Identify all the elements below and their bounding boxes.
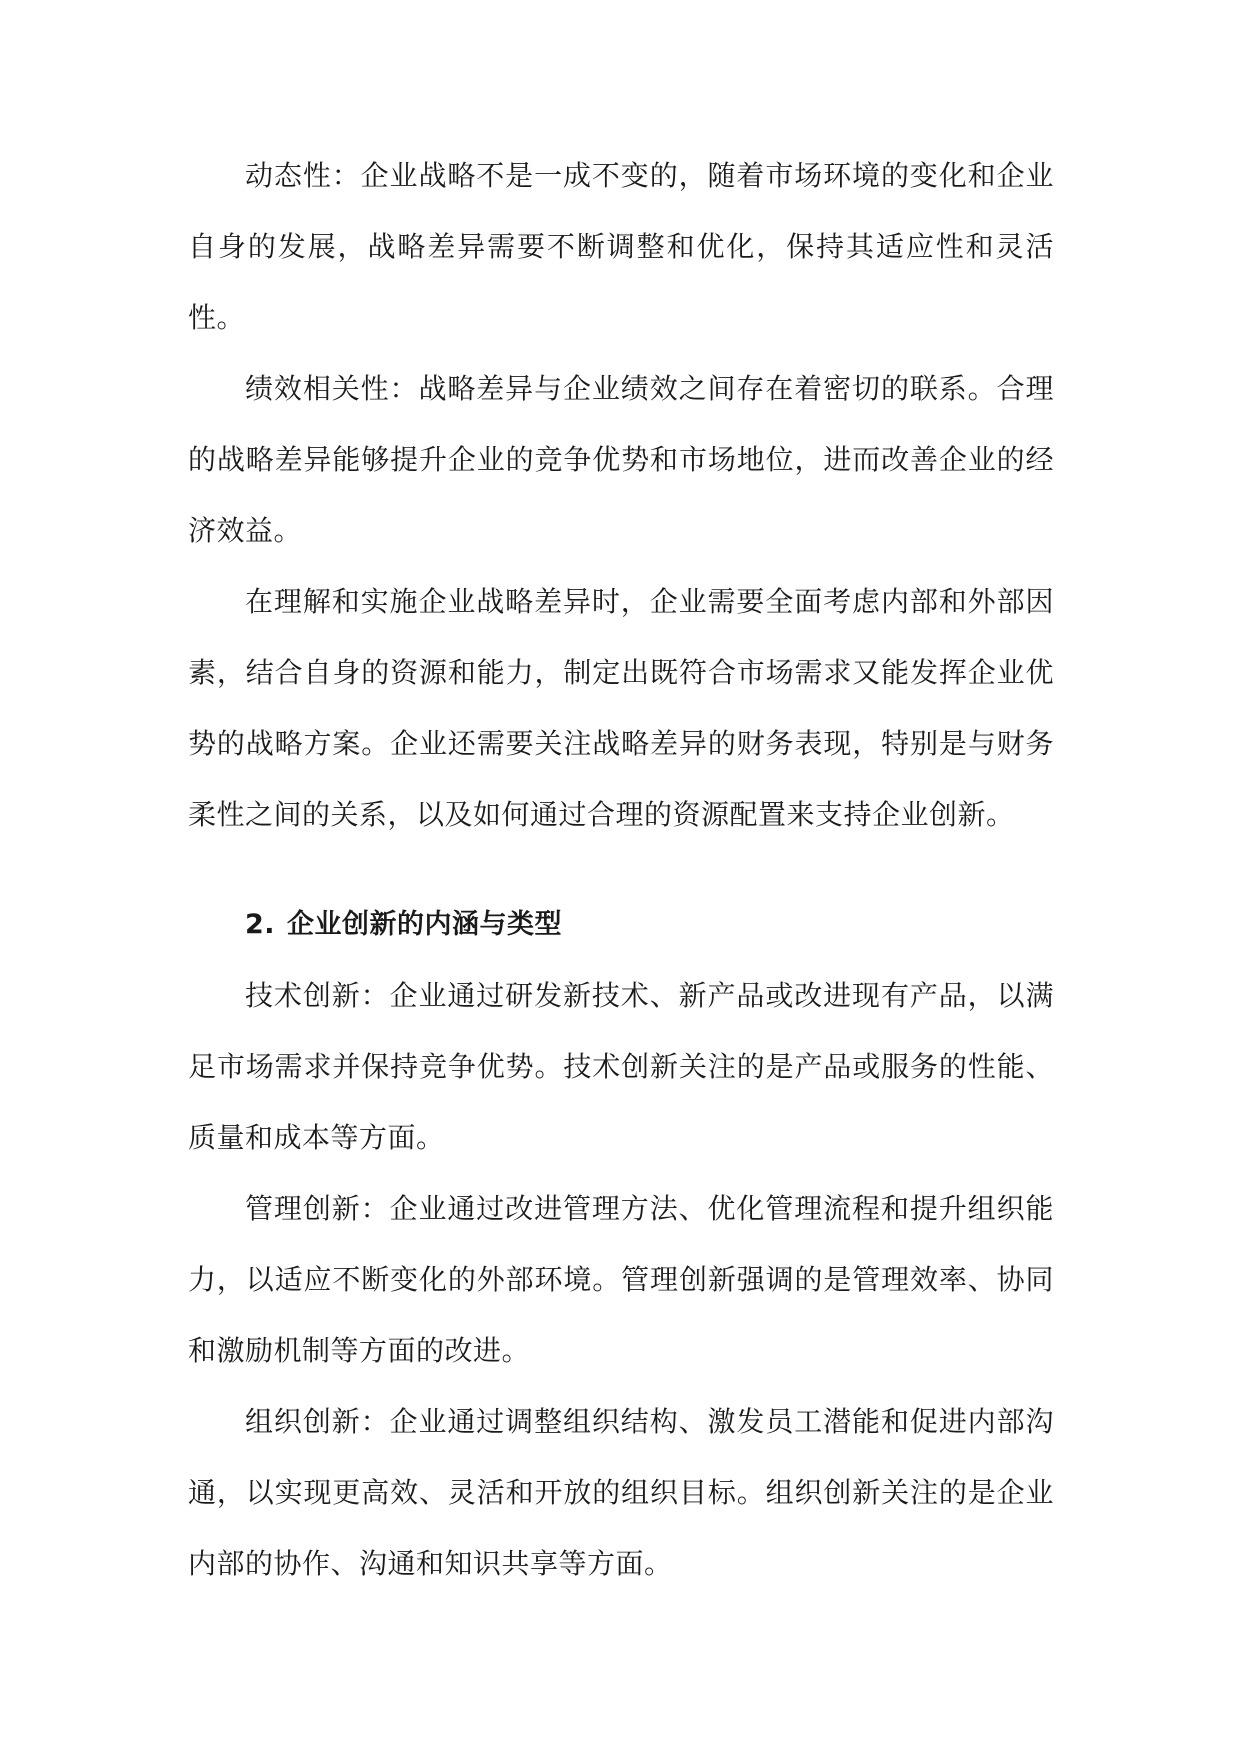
- section-heading: [188, 889, 1054, 960]
- paragraph-tech-innovation: 技术创新：企业通过研发新技术、新产品或改进现有产品，以满足市场需求并保持竞争优势。技术创新关注的是产品或服务的性能、质量和成本等方面。: [188, 979, 1054, 1154]
- section-number: 2.: [245, 909, 276, 940]
- paragraph-performance-relevance: 绩效相关性：战略差异与企业绩效之间存在着密切的联系。合理的战略差异能够提升企业的竞争优势和市场地位，进而改善企业的经济效益。: [188, 372, 1054, 547]
- document-body: [188, 140, 1054, 1599]
- section-title: 企业创新的内涵与类型: [287, 909, 563, 940]
- paragraph-organization-innovation: 组织创新：企业通过调整组织结构、激发员工潜能和促进内部沟通，以实现更高效、灵活和开放的组织目标。组织创新关注的是企业内部的协作、沟通和知识共享等方面。: [188, 1405, 1054, 1580]
- paragraph-implementation: 在理解和实施企业战略差异时，企业需要全面考虑内部和外部因素，结合自身的资源和能力，制定出既符合市场需求又能发挥企业优势的战略方案。企业还需要关注战略差异的财务表现，特别是与财务柔性之间的关系，以及如何通过合理的资源配置来支持企业创新。: [188, 585, 1054, 831]
- paragraph-dynamic: 动态性：企业战略不是一成不变的，随着市场环境的变化和企业自身的发展，战略差异需要不断调整和优化，保持其适应性和灵活性。: [188, 159, 1054, 334]
- paragraph-management-innovation: 管理创新：企业通过改进管理方法、优化管理流程和提升组织能力，以适应不断变化的外部环境。管理创新强调的是管理效率、协同和激励机制等方面的改进。: [188, 1192, 1054, 1367]
